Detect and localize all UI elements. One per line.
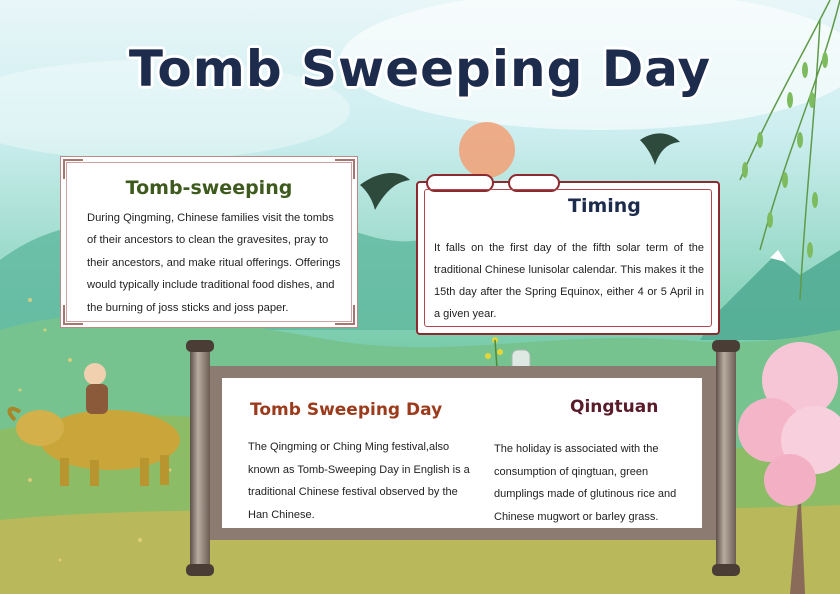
timing-text: It falls on the first day of the fifth solar term of the traditional Chinese lunisolar calendar. This makes it the 15th day after the Spring Equinox, either 4 or 5 April in a given year. bbox=[434, 242, 704, 320]
tomb-sweeping-heading: Tomb-sweeping bbox=[125, 177, 293, 199]
timing-card bbox=[416, 181, 720, 335]
tomb-sweeping-text: During Qingming, Chinese families visit the tombs of their ancestors to clean the gravesites, pray to their ancestors, and make ritual offerings. Offerings would typically include traditional food dishes, and the burning of joss sticks and joss paper. bbox=[87, 212, 341, 314]
scroll-roller-left bbox=[190, 346, 210, 570]
roller-knob bbox=[186, 340, 214, 352]
roller-knob bbox=[712, 340, 740, 352]
roller-knob bbox=[186, 564, 214, 576]
corner-ornament bbox=[63, 159, 83, 179]
corner-ornament bbox=[335, 159, 355, 179]
scroll-right-heading: Qingtuan bbox=[570, 397, 659, 417]
timing-heading: Timing bbox=[568, 195, 641, 217]
scroll-roller-right bbox=[716, 346, 736, 570]
scroll-right-text: The holiday is associated with the consumption of qingtuan, green dumplings made of glutinous rice and Chinese mugwort or barley grass. bbox=[494, 443, 677, 523]
tomb-sweeping-card bbox=[60, 156, 358, 328]
page-title: Tomb Sweeping Day bbox=[128, 40, 712, 98]
scroll-left-heading: Tomb Sweeping Day bbox=[250, 400, 443, 420]
corner-ornament bbox=[63, 305, 83, 325]
roller-knob bbox=[712, 564, 740, 576]
sun bbox=[459, 122, 515, 178]
scroll-left-text: The Qingming or Ching Ming festival,also known as Tomb-Sweeping Day in English is a traditional Chinese festival observed by the Han Chinese. bbox=[248, 441, 470, 521]
